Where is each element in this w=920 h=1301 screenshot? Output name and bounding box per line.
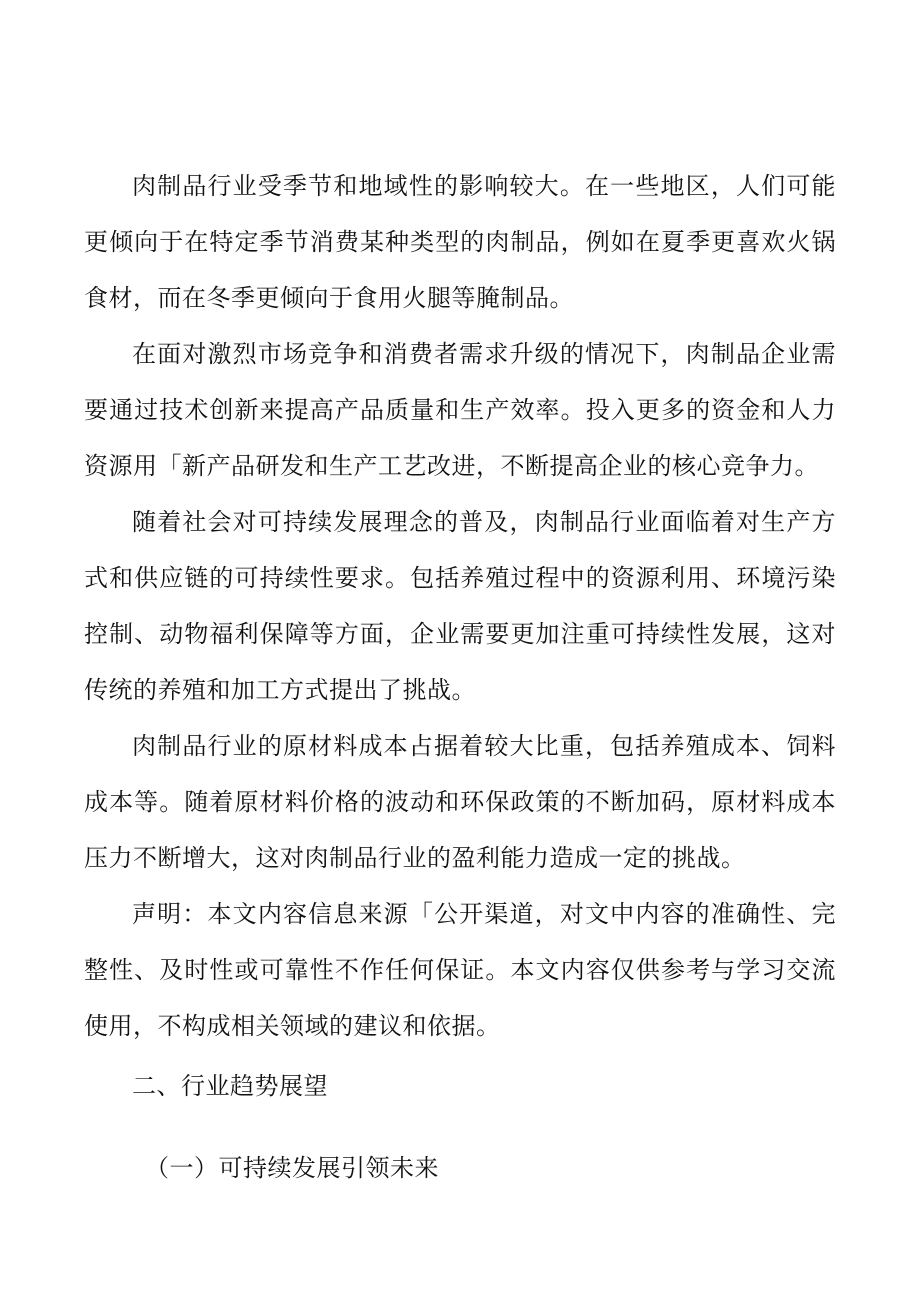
- subsection-heading: （一）可持续发展引领未来: [145, 1154, 439, 1182]
- section-heading: 二、行业趋势展望: [132, 1072, 328, 1100]
- paragraph-innovation: 在面对激烈市场竞争和消费者需求升级的情况下，肉制品企业需要通过技术创新来提高产品质量和生产效率。投入更多的资金和人力资源用「新产品研发和生产工艺改进，不断提高企业的核心竞争力。: [84, 340, 836, 480]
- paragraph-raw-material-cost: 肉制品行业的原材料成本占据着较大比重，包括养殖成本、饲料成本等。随着原材料价格的波动和环保政策的不断加码，原材料成本压力不断增大，这对肉制品行业的盈利能力造成一定的挑战。: [84, 732, 836, 872]
- paragraph-disclaimer: 声明：本文内容信息来源「公开渠道，对文中内容的准确性、完整性、及时性或可靠性不作任何保证。本文内容仅供参考与学习交流使用，不构成相关领域的建议和依据。: [84, 900, 836, 1040]
- paragraph-sustainability: 随着社会对可持续发展理念的普及，肉制品行业面临着对生产方式和供应链的可持续性要求。包括养殖过程中的资源利用、环境污染控制、动物福利保障等方面，企业需要更加注重可持续性发展，这对传统的养殖和加工方式提出了挑战。: [84, 508, 836, 704]
- paragraph-seasonality: 肉制品行业受季节和地域性的影响较大。在一些地区，人们可能更倾向于在特定季节消费某种类型的肉制品，例如在夏季更喜欢火锅食材，而在冬季更倾向于食用火腿等腌制品。: [84, 172, 836, 312]
